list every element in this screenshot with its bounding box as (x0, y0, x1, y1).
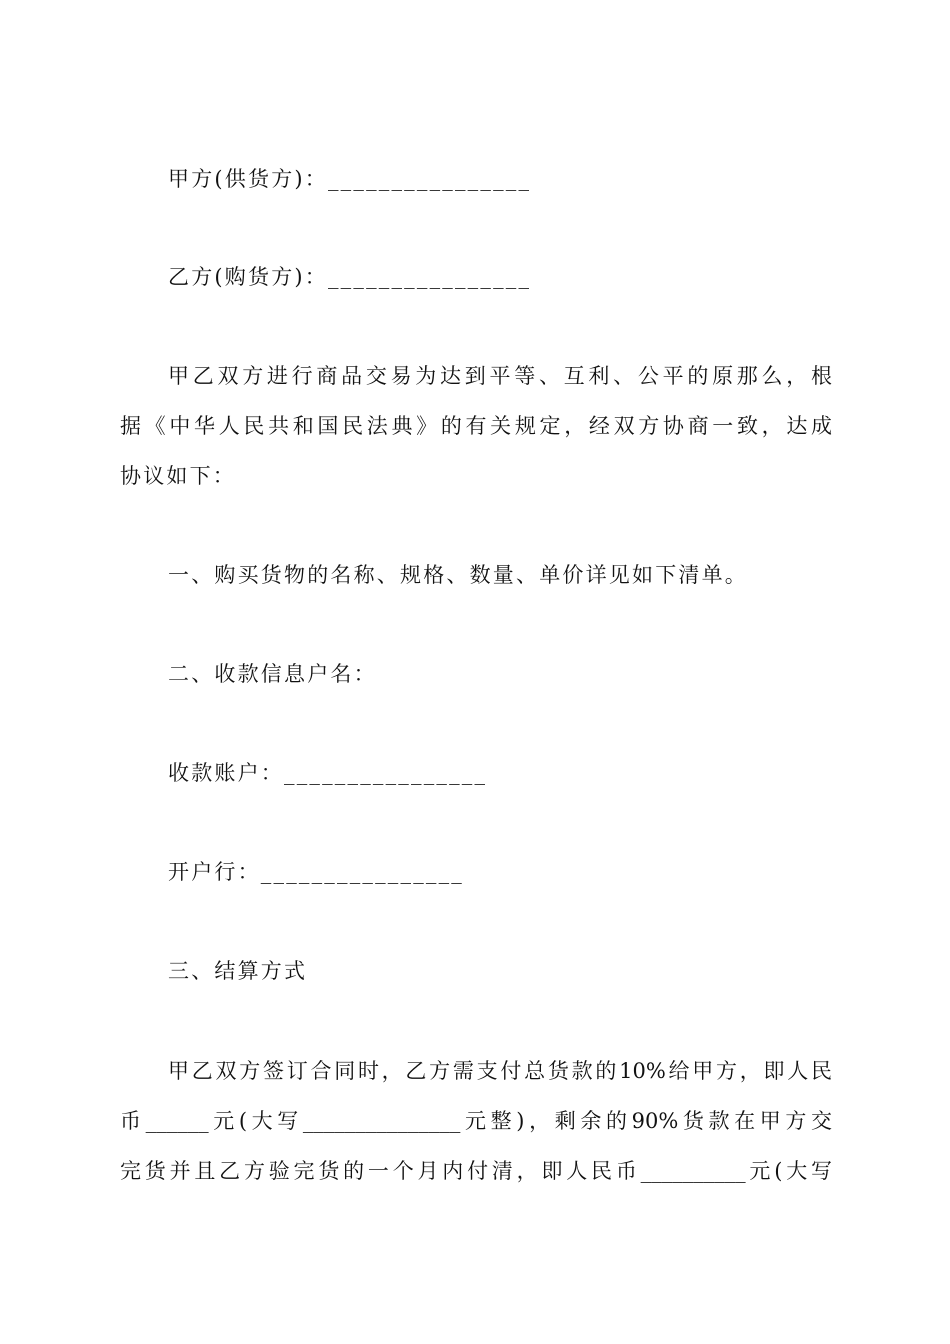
clause-3-title: 三、结算方式 (168, 959, 308, 983)
bank-line: 开户行：________________ (168, 860, 464, 884)
party-a-line: 甲方(供货方)：________________ (168, 167, 532, 191)
party-b-line: 乙方(购货方)：________________ (168, 265, 532, 289)
settlement-line-2: 币______元(大写_______________元整)，剩余的90%货款在甲方交 (120, 1109, 832, 1133)
intro-line-1: 甲乙双方进行商品交易为达到平等、互利、公平的原那么，根 (168, 364, 832, 388)
settlement-line-1: 甲乙双方签订合同时，乙方需支付总货款的10%给甲方，即人民 (168, 1059, 832, 1083)
settlement-line-3: 完货并且乙方验完货的一个月内付清，即人民币__________元(大写 (120, 1159, 832, 1183)
clause-2-title: 二、收款信息户名： (168, 662, 377, 686)
clause-1: 一、购买货物的名称、规格、数量、单价详见如下清单。 (168, 563, 748, 587)
intro-line-3: 协议如下： (120, 464, 236, 488)
intro-line-2: 据《中华人民共和国民法典》的有关规定，经双方协商一致，达成 (120, 414, 832, 438)
account-line: 收款账户：________________ (168, 761, 488, 785)
